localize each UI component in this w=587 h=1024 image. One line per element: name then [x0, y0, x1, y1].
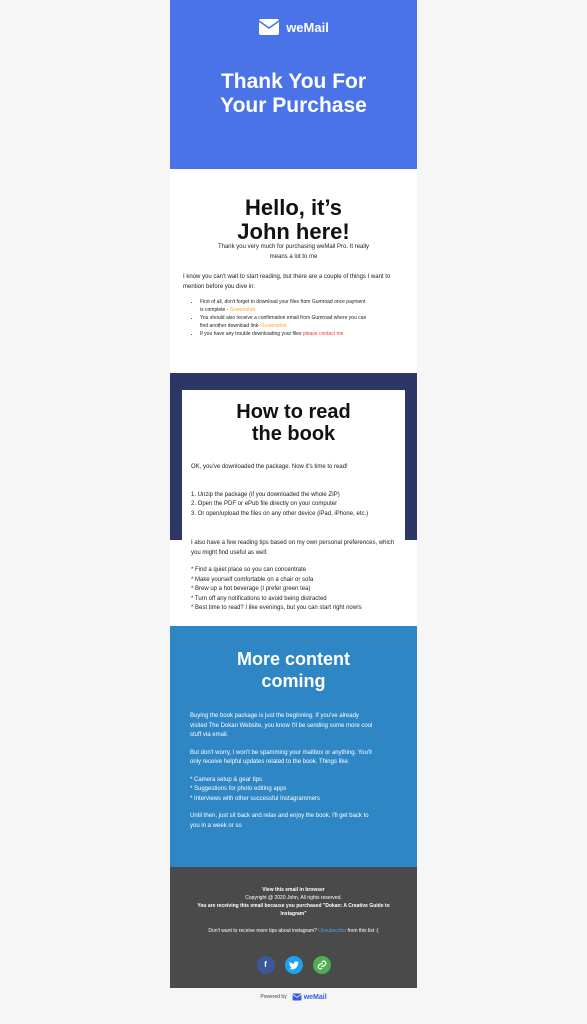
- tip-item: * Brew up a hot beverage (I prefer green tea): [191, 586, 311, 592]
- how-intro: OK, you've downloaded the package. Now it's time to read!: [191, 464, 348, 470]
- bullet-list: [192, 298, 367, 338]
- step-item: 3. Or open/upload the files on any other device (iPad, iPhone, etc.): [191, 510, 369, 517]
- how-to-read-section: [170, 373, 417, 626]
- view-in-browser-link[interactable]: View this email in browser: [262, 887, 325, 893]
- tip-item: * Turn off any notifications to avoid being distracted: [191, 595, 327, 602]
- email-body: [170, 0, 417, 988]
- list-item: • First of all, don't forget to download your files from Gumroad once payment is complete - Screenshot: [200, 298, 367, 314]
- brand-name: weMail: [286, 19, 329, 35]
- reason-text: You are receiving this email because you purchased "Dokan: A Creative Guide to Instagram": [197, 903, 390, 917]
- screenshot-link[interactable]: Screenshot: [229, 307, 256, 313]
- list-item: • You should also receive a confirmation email from Gumroad where you can find another download link- Screenshot: [200, 314, 367, 330]
- envelope-icon: [258, 18, 280, 36]
- tip-item: * Make yourself comfortable on a chair or sofa: [191, 576, 314, 583]
- powered-label: Powered by: [260, 994, 287, 1000]
- link-icon[interactable]: [313, 956, 331, 974]
- step-item: 2. Open the PDF or ePub file directly on your computer: [191, 501, 338, 507]
- contact-link[interactable]: please contact me: [302, 331, 344, 337]
- list-item: * Interviews with other successful Instagrammers: [190, 795, 321, 802]
- list-item: * Suggestions for photo editing apps: [190, 786, 287, 792]
- intro-text: I know you can't wait to start reading, but there are a couple of things I want to mention before you dive in:: [183, 274, 391, 290]
- hello-title: Hello, it’s John here!: [237, 195, 350, 244]
- step-item: 1. Unzip the package (if you downloaded the whole ZIP): [191, 491, 340, 498]
- social-links: [170, 956, 417, 974]
- more-title: More content coming: [236, 649, 350, 691]
- tip-item: * Find a quiet place so you can concentrate: [191, 567, 307, 573]
- tip-item: * Best time to read? I like evenings, but you can start right now!s: [191, 605, 362, 611]
- more-content-section: [170, 626, 417, 867]
- screenshot-link[interactable]: Screenshot: [261, 323, 287, 329]
- more-body: Buying the book package is just the beginning. If you've already visited The Dokan Website, you know I'll be sending some more cool stuff via email. But don't worry, I won't be spamming your mailbox or anything. You'll only receive helpful updates related to the book. Things like: * Camera setup & gear tips * Suggestions for photo editing apps * Interviews with other successful Instagrammers Until then, just sit back and relax and enjoy the book. I'll get back to you in a week or so: [190, 712, 377, 839]
- list-item: * Camera setup & gear tips: [190, 776, 263, 783]
- powered-logo[interactable]: weMail: [292, 993, 327, 1001]
- hello-subtitle: Thank you very much for purchasing weMail Pro. It really means a lot to me: [217, 244, 370, 260]
- unsubscribe-link[interactable]: Unsubscribe: [318, 928, 347, 934]
- how-title: How to read the book: [236, 401, 351, 445]
- unsubscribe-text: Don't want to receive more tips about instagram? Unsubscribe from this list :(: [208, 928, 379, 934]
- header-banner: [170, 0, 417, 169]
- page-title: Thank You For Your Purchase: [220, 70, 367, 117]
- footer: [170, 867, 417, 988]
- powered-by: [0, 993, 587, 1001]
- twitter-icon[interactable]: [285, 956, 303, 974]
- how-body: [191, 463, 397, 614]
- copyright-text: Copyright @ 2020 John, All rights reserved.: [245, 895, 342, 901]
- brand-logo[interactable]: [170, 18, 417, 36]
- tips-intro: I also have a few reading tips based on my own personal preferences, which you might find useful as well:: [191, 540, 395, 556]
- list-item: • If you have any trouble downloading your files please contact me: [200, 330, 367, 338]
- envelope-icon: [292, 993, 302, 1001]
- facebook-icon[interactable]: f: [257, 956, 275, 974]
- hello-section: [170, 169, 417, 373]
